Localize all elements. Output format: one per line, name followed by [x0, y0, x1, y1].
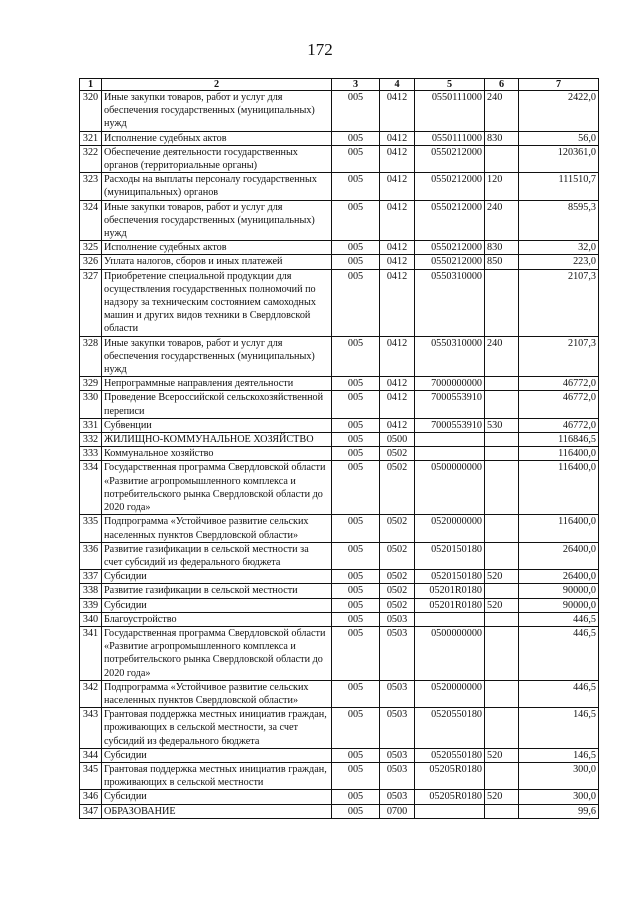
target-article-code: 05201R0180	[415, 598, 485, 612]
amount: 32,0	[519, 241, 599, 255]
table-row	[80, 200, 599, 241]
ministry-code: 005	[332, 418, 380, 432]
expense-type-code	[485, 433, 519, 447]
section-code: 0502	[380, 584, 415, 598]
section-code: 0502	[380, 447, 415, 461]
target-article-code: 05205R0180	[415, 762, 485, 789]
row-number: 321	[80, 131, 102, 145]
amount: 146,5	[519, 708, 599, 749]
expense-type-code	[485, 680, 519, 707]
expense-type-code	[485, 584, 519, 598]
target-article-code: 7000000000	[415, 377, 485, 391]
row-number: 327	[80, 269, 102, 336]
row-number: 325	[80, 241, 102, 255]
amount: 446,5	[519, 680, 599, 707]
expense-name: ОБРАЗОВАНИЕ	[102, 804, 332, 818]
section-code: 0412	[380, 336, 415, 377]
target-article-code: 0500000000	[415, 626, 485, 680]
expense-type-code: 520	[485, 790, 519, 804]
table-row	[80, 542, 599, 569]
target-article-code	[415, 447, 485, 461]
section-code: 0412	[380, 418, 415, 432]
amount: 26400,0	[519, 570, 599, 584]
ministry-code: 005	[332, 584, 380, 598]
target-article-code: 0520000000	[415, 680, 485, 707]
expense-name: Государственная программа Свердловской области «Развитие агропромышленного комплекса и потребительского рынка Свердловской области до 2020 года»	[102, 461, 332, 515]
expense-name: Уплата налогов, сборов и иных платежей	[102, 255, 332, 269]
target-article-code: 0550310000	[415, 336, 485, 377]
table-row	[80, 598, 599, 612]
ministry-code: 005	[332, 241, 380, 255]
ministry-code: 005	[332, 762, 380, 789]
table-row	[80, 584, 599, 598]
expense-type-code	[485, 269, 519, 336]
section-code: 0502	[380, 461, 415, 515]
section-code: 0700	[380, 804, 415, 818]
column-header: 1	[80, 79, 102, 91]
expense-name: Расходы на выплаты персоналу государственных (муниципальных) органов	[102, 173, 332, 200]
section-code: 0503	[380, 790, 415, 804]
section-code: 0412	[380, 377, 415, 391]
amount: 56,0	[519, 131, 599, 145]
amount: 90000,0	[519, 584, 599, 598]
table-row	[80, 91, 599, 132]
ministry-code: 005	[332, 612, 380, 626]
ministry-code: 005	[332, 200, 380, 241]
target-article-code: 0520150180	[415, 542, 485, 569]
section-code: 0502	[380, 542, 415, 569]
table-row	[80, 762, 599, 789]
amount: 99,6	[519, 804, 599, 818]
expense-name: Субсидии	[102, 790, 332, 804]
expense-name: Обеспечение деятельности государственных органов (территориальные органы)	[102, 145, 332, 172]
expense-name: Приобретение специальной продукции для осуществления государственных полномочий по надзору за техническим состоянием самоходных машин и других видов техники в Свердловской области	[102, 269, 332, 336]
budget-table	[79, 78, 599, 819]
row-number: 340	[80, 612, 102, 626]
row-number: 344	[80, 748, 102, 762]
section-code: 0502	[380, 570, 415, 584]
amount: 116400,0	[519, 461, 599, 515]
target-article-code: 0550310000	[415, 269, 485, 336]
ministry-code: 005	[332, 131, 380, 145]
row-number: 330	[80, 391, 102, 418]
ministry-code: 005	[332, 91, 380, 132]
row-number: 347	[80, 804, 102, 818]
expense-type-code	[485, 612, 519, 626]
column-header: 7	[519, 79, 599, 91]
table-row	[80, 173, 599, 200]
expense-type-code: 520	[485, 748, 519, 762]
table-row	[80, 255, 599, 269]
expense-name: Субсидии	[102, 598, 332, 612]
target-article-code: 05201R0180	[415, 584, 485, 598]
amount: 146,5	[519, 748, 599, 762]
table-row	[80, 626, 599, 680]
expense-name: Подпрограмма «Устойчивое развитие сельских населенных пунктов Свердловской области»	[102, 515, 332, 542]
ministry-code: 005	[332, 708, 380, 749]
expense-type-code	[485, 391, 519, 418]
table-row	[80, 241, 599, 255]
expense-type-code	[485, 515, 519, 542]
row-number: 343	[80, 708, 102, 749]
amount: 26400,0	[519, 542, 599, 569]
expense-name: Благоустройство	[102, 612, 332, 626]
target-article-code: 05205R0180	[415, 790, 485, 804]
expense-type-code	[485, 804, 519, 818]
table-row	[80, 447, 599, 461]
expense-type-code: 530	[485, 418, 519, 432]
section-code: 0502	[380, 515, 415, 542]
amount: 120361,0	[519, 145, 599, 172]
row-number: 332	[80, 433, 102, 447]
expense-name: Иные закупки товаров, работ и услуг для обеспечения государственных (муниципальных) нужд	[102, 336, 332, 377]
target-article-code: 0520550180	[415, 748, 485, 762]
ministry-code: 005	[332, 570, 380, 584]
table-row	[80, 708, 599, 749]
expense-name: Субвенции	[102, 418, 332, 432]
table-row	[80, 131, 599, 145]
ministry-code: 005	[332, 804, 380, 818]
ministry-code: 005	[332, 447, 380, 461]
target-article-code	[415, 804, 485, 818]
expense-type-code: 520	[485, 598, 519, 612]
expense-type-code	[485, 461, 519, 515]
expense-name: Непрограммные направления деятельности	[102, 377, 332, 391]
expense-type-code	[485, 542, 519, 569]
amount: 2422,0	[519, 91, 599, 132]
amount: 223,0	[519, 255, 599, 269]
amount: 8595,3	[519, 200, 599, 241]
expense-type-code	[485, 626, 519, 680]
target-article-code: 0550111000	[415, 91, 485, 132]
row-number: 320	[80, 91, 102, 132]
amount: 46772,0	[519, 377, 599, 391]
expense-type-code: 120	[485, 173, 519, 200]
section-code: 0412	[380, 269, 415, 336]
expense-type-code: 240	[485, 200, 519, 241]
ministry-code: 005	[332, 433, 380, 447]
expense-name: Субсидии	[102, 748, 332, 762]
target-article-code: 0520150180	[415, 570, 485, 584]
row-number: 335	[80, 515, 102, 542]
target-article-code: 0550212000	[415, 200, 485, 241]
table-row	[80, 377, 599, 391]
table-row	[80, 515, 599, 542]
ministry-code: 005	[332, 269, 380, 336]
target-article-code: 0520550180	[415, 708, 485, 749]
amount: 116846,5	[519, 433, 599, 447]
table-row	[80, 570, 599, 584]
expense-name: Субсидии	[102, 570, 332, 584]
expense-name: Развитие газификации в сельской местности	[102, 584, 332, 598]
amount: 446,5	[519, 612, 599, 626]
expense-name: Развитие газификации в сельской местности за счет субсидий из федерального бюджета	[102, 542, 332, 569]
amount: 2107,3	[519, 269, 599, 336]
ministry-code: 005	[332, 255, 380, 269]
expense-name: Коммунальное хозяйство	[102, 447, 332, 461]
amount: 46772,0	[519, 391, 599, 418]
table-row	[80, 433, 599, 447]
target-article-code: 0550212000	[415, 241, 485, 255]
amount: 116400,0	[519, 447, 599, 461]
ministry-code: 005	[332, 336, 380, 377]
row-number: 345	[80, 762, 102, 789]
target-article-code: 0500000000	[415, 461, 485, 515]
amount: 300,0	[519, 762, 599, 789]
expense-type-code: 830	[485, 131, 519, 145]
row-number: 334	[80, 461, 102, 515]
table-row	[80, 418, 599, 432]
expense-type-code: 830	[485, 241, 519, 255]
table-row	[80, 391, 599, 418]
expense-name: Проведение Всероссийской сельскохозяйственной переписи	[102, 391, 332, 418]
expense-name: Грантовая поддержка местных инициатив граждан, проживающих в сельской местности, за счет субсидий из федерального бюджета	[102, 708, 332, 749]
column-header: 3	[332, 79, 380, 91]
section-code: 0412	[380, 91, 415, 132]
target-article-code: 7000553910	[415, 418, 485, 432]
column-header: 6	[485, 79, 519, 91]
expense-name: Подпрограмма «Устойчивое развитие сельских населенных пунктов Свердловской области»	[102, 680, 332, 707]
column-header: 5	[415, 79, 485, 91]
expense-type-code	[485, 708, 519, 749]
ministry-code: 005	[332, 748, 380, 762]
expense-type-code: 240	[485, 336, 519, 377]
section-code: 0503	[380, 748, 415, 762]
row-number: 346	[80, 790, 102, 804]
ministry-code: 005	[332, 515, 380, 542]
target-article-code	[415, 612, 485, 626]
section-code: 0502	[380, 598, 415, 612]
section-code: 0412	[380, 241, 415, 255]
section-code: 0412	[380, 131, 415, 145]
target-article-code: 0520000000	[415, 515, 485, 542]
ministry-code: 005	[332, 790, 380, 804]
target-article-code	[415, 433, 485, 447]
expense-type-code: 240	[485, 91, 519, 132]
section-code: 0412	[380, 145, 415, 172]
expense-name: Иные закупки товаров, работ и услуг для обеспечения государственных (муниципальных) нужд	[102, 200, 332, 241]
section-code: 0500	[380, 433, 415, 447]
ministry-code: 005	[332, 145, 380, 172]
row-number: 326	[80, 255, 102, 269]
amount: 2107,3	[519, 336, 599, 377]
row-number: 323	[80, 173, 102, 200]
page-number: 172	[307, 40, 333, 59]
table-row	[80, 336, 599, 377]
target-article-code: 7000553910	[415, 391, 485, 418]
section-code: 0503	[380, 612, 415, 626]
target-article-code: 0550212000	[415, 173, 485, 200]
row-number: 337	[80, 570, 102, 584]
amount: 116400,0	[519, 515, 599, 542]
expense-name: Исполнение судебных актов	[102, 131, 332, 145]
ministry-code: 005	[332, 542, 380, 569]
table-row	[80, 804, 599, 818]
row-number: 329	[80, 377, 102, 391]
ministry-code: 005	[332, 173, 380, 200]
column-header: 2	[102, 79, 332, 91]
target-article-code: 0550212000	[415, 145, 485, 172]
expense-name: Исполнение судебных актов	[102, 241, 332, 255]
section-code: 0412	[380, 173, 415, 200]
expense-name: Государственная программа Свердловской области «Развитие агропромышленного комплекса и потребительского рынка Свердловской области до 2020 года»	[102, 626, 332, 680]
expense-type-code	[485, 447, 519, 461]
amount: 300,0	[519, 790, 599, 804]
table-row	[80, 612, 599, 626]
ministry-code: 005	[332, 377, 380, 391]
target-article-code: 0550212000	[415, 255, 485, 269]
table-header	[80, 79, 599, 91]
amount: 46772,0	[519, 418, 599, 432]
amount: 111510,7	[519, 173, 599, 200]
row-number: 339	[80, 598, 102, 612]
table-body	[80, 91, 599, 819]
ministry-code: 005	[332, 626, 380, 680]
table-row	[80, 790, 599, 804]
header-row	[80, 79, 599, 91]
table-row	[80, 145, 599, 172]
section-code: 0503	[380, 762, 415, 789]
section-code: 0412	[380, 391, 415, 418]
row-number: 333	[80, 447, 102, 461]
target-article-code: 0550111000	[415, 131, 485, 145]
section-code: 0412	[380, 255, 415, 269]
row-number: 342	[80, 680, 102, 707]
row-number: 341	[80, 626, 102, 680]
ministry-code: 005	[332, 680, 380, 707]
expense-name: ЖИЛИЩНО-КОММУНАЛЬНОЕ ХОЗЯЙСТВО	[102, 433, 332, 447]
table-row	[80, 461, 599, 515]
expense-type-code	[485, 145, 519, 172]
row-number: 324	[80, 200, 102, 241]
table-row	[80, 748, 599, 762]
ministry-code: 005	[332, 598, 380, 612]
row-number: 322	[80, 145, 102, 172]
row-number: 331	[80, 418, 102, 432]
column-header: 4	[380, 79, 415, 91]
amount: 446,5	[519, 626, 599, 680]
ministry-code: 005	[332, 461, 380, 515]
table-row	[80, 269, 599, 336]
table-row	[80, 680, 599, 707]
expense-type-code	[485, 762, 519, 789]
row-number: 328	[80, 336, 102, 377]
expense-name: Иные закупки товаров, работ и услуг для обеспечения государственных (муниципальных) нужд	[102, 91, 332, 132]
amount: 90000,0	[519, 598, 599, 612]
section-code: 0503	[380, 680, 415, 707]
row-number: 338	[80, 584, 102, 598]
section-code: 0412	[380, 200, 415, 241]
section-code: 0503	[380, 708, 415, 749]
section-code: 0503	[380, 626, 415, 680]
row-number: 336	[80, 542, 102, 569]
expense-name: Грантовая поддержка местных инициатив граждан, проживающих в сельской местности	[102, 762, 332, 789]
expense-type-code: 850	[485, 255, 519, 269]
expense-type-code: 520	[485, 570, 519, 584]
ministry-code: 005	[332, 391, 380, 418]
expense-type-code	[485, 377, 519, 391]
